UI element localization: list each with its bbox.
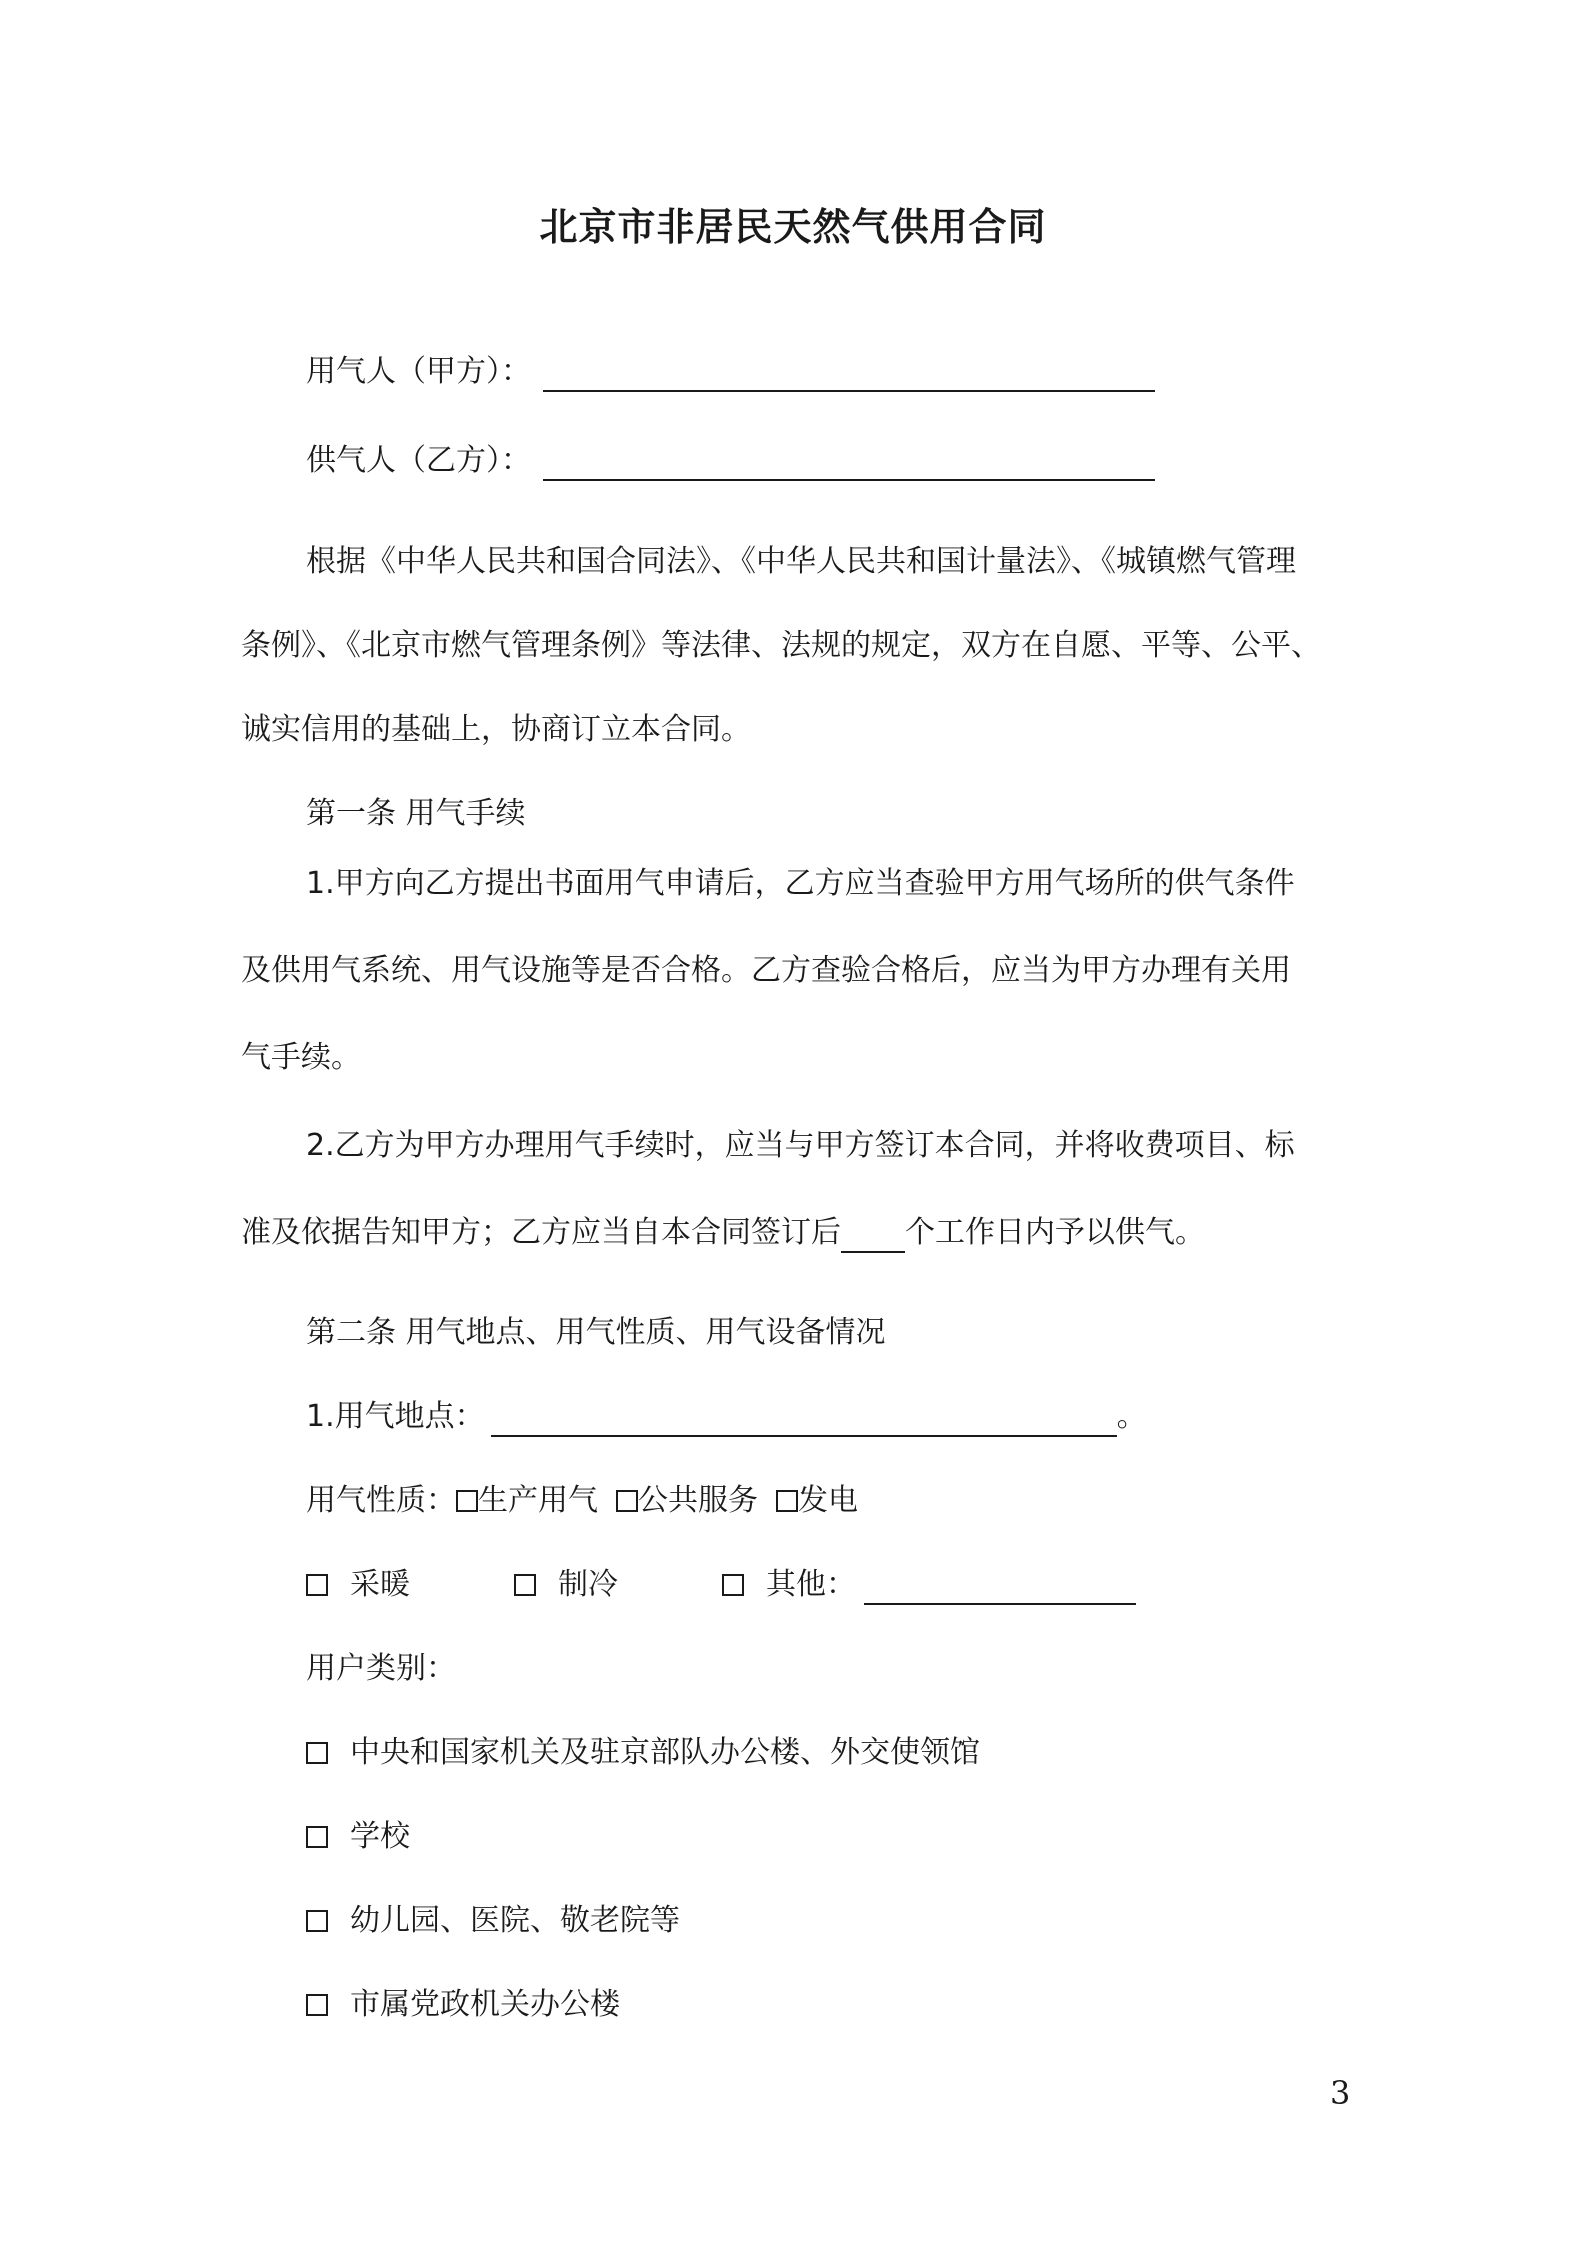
- checkbox-user-category-1[interactable]: [306, 1742, 328, 1764]
- party-a-row: [306, 352, 1155, 392]
- article-1-heading: 第一条 用气手续: [306, 796, 526, 831]
- document-title: 北京市非居民天然气供用合同: [539, 205, 1047, 249]
- user-category-row: [306, 1985, 620, 2025]
- article-1-item-2-line-2: [241, 1213, 1205, 1253]
- nature-row-1: [306, 1481, 858, 1521]
- checkbox-user-category-3[interactable]: [306, 1910, 328, 1932]
- nature-option-production: 生产用气: [478, 1483, 598, 1518]
- preamble-line-3: 诚实信用的基础上，协商订立本合同。: [241, 712, 751, 747]
- preamble-line-1: 根据《中华人民共和国合同法》、《中华人民共和国计量法》、《城镇燃气管理: [306, 544, 1296, 579]
- location-row: [306, 1397, 1147, 1437]
- user-category-label: 用户类别：: [306, 1651, 456, 1686]
- party-b-row: [306, 441, 1155, 481]
- article-2-heading: 第二条 用气地点、用气性质、用气设备情况: [306, 1315, 886, 1350]
- checkbox-user-category-4[interactable]: [306, 1994, 328, 2016]
- party-b-blank[interactable]: [543, 441, 1155, 481]
- other-blank[interactable]: [864, 1565, 1136, 1605]
- party-a-label: 用气人（甲方）：: [306, 354, 531, 389]
- checkbox-power-generation[interactable]: [776, 1490, 798, 1512]
- user-category-row: [306, 1817, 410, 1857]
- checkbox-user-category-2[interactable]: [306, 1826, 328, 1848]
- article-1-item-1-line-3: 气手续。: [241, 1040, 361, 1075]
- nature-row-2: [306, 1565, 1136, 1605]
- preamble-line-2: 条例》、《北京市燃气管理条例》等法律、法规的规定，双方在自愿、平等、公平、: [241, 628, 1321, 663]
- user-category-row: [306, 1733, 980, 1773]
- location-label: 1.用气地点：: [306, 1399, 485, 1434]
- location-end: 。: [1116, 1399, 1147, 1434]
- article-1-item-2-line-2-after: 个工作日内予以供气。: [905, 1215, 1205, 1250]
- article-1-item-1-line-1: 1.甲方向乙方提出书面用气申请后，乙方应当查验甲方用气场所的供气条件: [306, 866, 1295, 901]
- user-category-row: [306, 1901, 680, 1941]
- page-number: 3: [1330, 2074, 1351, 2112]
- nature-option-power-generation: 发电: [798, 1483, 858, 1518]
- nature-option-public-service: 公共服务: [638, 1483, 758, 1518]
- nature-option-other: 其他：: [766, 1567, 856, 1602]
- nature-option-heating: 采暖: [350, 1567, 410, 1602]
- nature-label: 用气性质：: [306, 1483, 456, 1518]
- checkbox-other[interactable]: [722, 1574, 744, 1596]
- nature-option-cooling: 制冷: [558, 1567, 618, 1602]
- party-b-label: 供气人（乙方）：: [306, 443, 531, 478]
- location-blank[interactable]: [491, 1397, 1117, 1437]
- user-category-1: 中央和国家机关及驻京部队办公楼、外交使领馆: [350, 1735, 980, 1770]
- workdays-blank[interactable]: [841, 1213, 905, 1253]
- party-a-blank[interactable]: [543, 352, 1155, 392]
- article-1-item-1-line-2: 及供用气系统、用气设施等是否合格。乙方查验合格后，应当为甲方办理有关用: [241, 953, 1291, 988]
- user-category-4: 市属党政机关办公楼: [350, 1987, 620, 2022]
- user-category-3: 幼儿园、医院、敬老院等: [350, 1903, 680, 1938]
- checkbox-cooling[interactable]: [514, 1574, 536, 1596]
- checkbox-production[interactable]: [456, 1490, 478, 1512]
- article-1-item-2-line-1: 2.乙方为甲方办理用气手续时，应当与甲方签订本合同，并将收费项目、标: [306, 1128, 1295, 1163]
- checkbox-heating[interactable]: [306, 1574, 328, 1596]
- user-category-2: 学校: [350, 1819, 410, 1854]
- checkbox-public-service[interactable]: [616, 1490, 638, 1512]
- article-1-item-2-line-2-before: 准及依据告知甲方；乙方应当自本合同签订后: [241, 1215, 841, 1250]
